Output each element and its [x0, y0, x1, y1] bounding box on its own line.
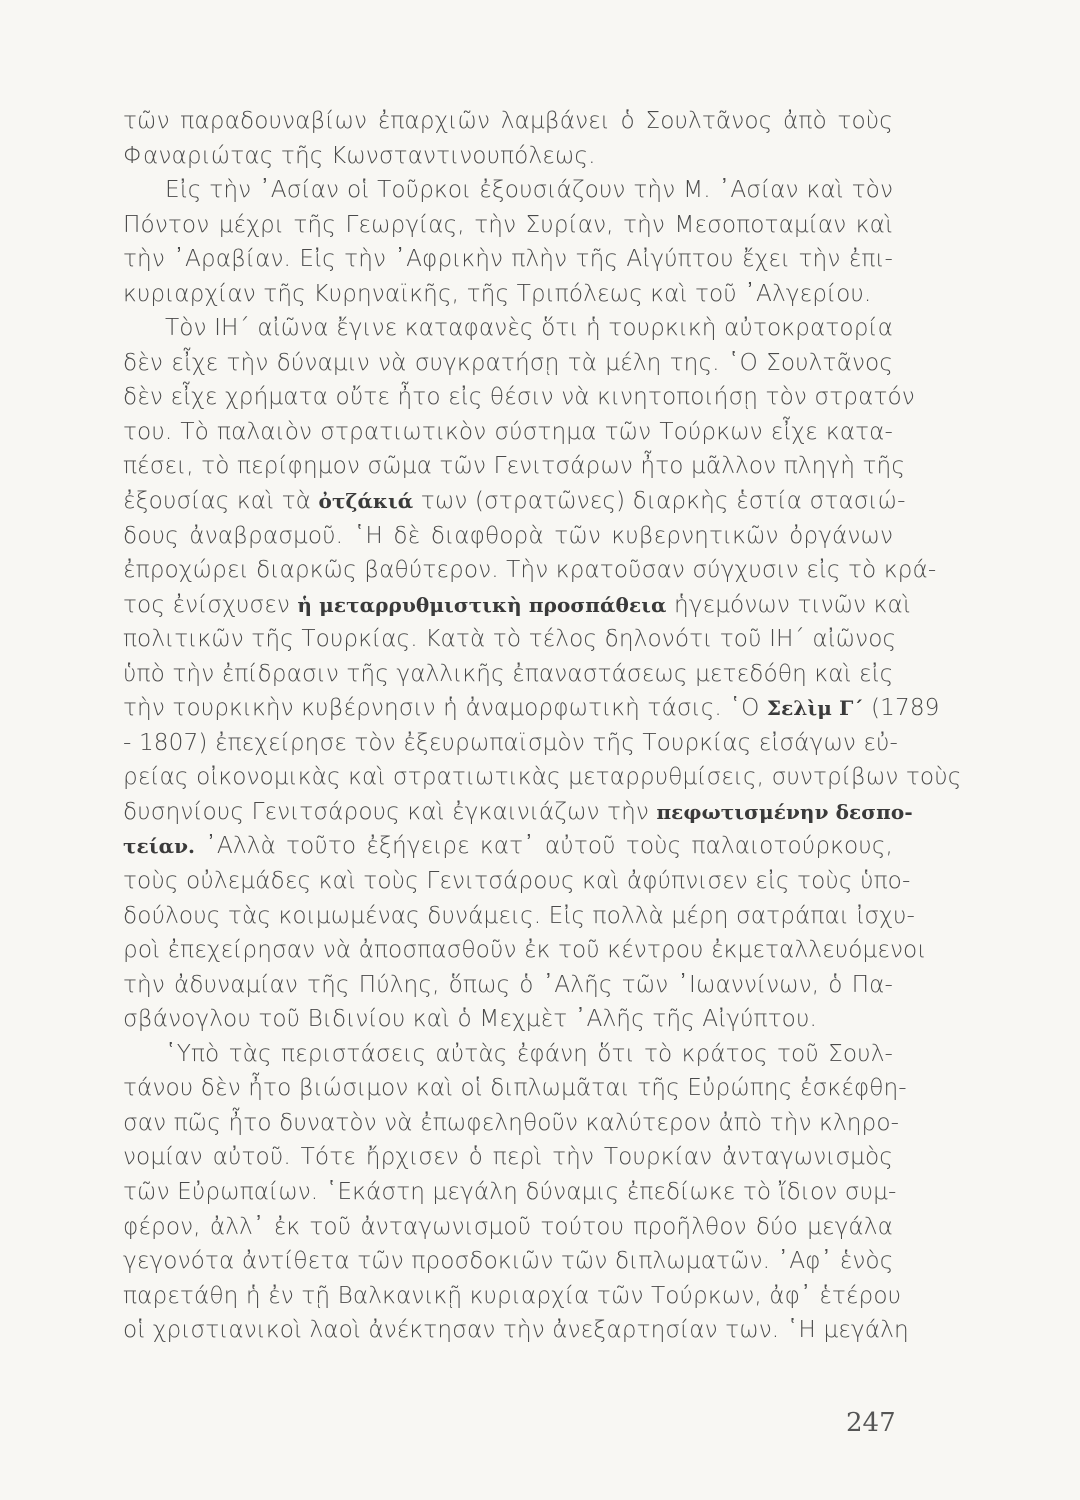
text-segment: τὴν ἀδυναμίαν τῆς Πύλης, ὅπως ὁ ᾿Αλῆς τῶν ᾿Ιωαννίνων, ὁ Πα- — [123, 970, 893, 998]
bold-term: ἡ μεταρρυθμιστικὴ προσπάθεια — [297, 592, 667, 617]
text-segment: παρετάθη ἡ ἐν τῇ Βαλκανικῇ κυριαρχία τῶν Τούρκων, ἀφ᾿ ἑτέρου — [123, 1281, 902, 1309]
text-segment: Φαναριώτας τῆς Κωνσταντινουπόλεως. — [123, 141, 596, 169]
text-segment: σαν πῶς ἦτο δυνατὸν νὰ ἐπωφεληθοῦν καλύτερον ἀπὸ τὴν κληρο- — [123, 1108, 900, 1136]
text-line — [123, 760, 962, 795]
text-segment: τῶν παραδουναβίων ἐπαρχιῶν λαμβάνει ὁ Σουλτᾶνος ἀπὸ τοὺς — [123, 107, 893, 134]
text-segment: ᾿Αλλὰ τοῦτο ἐξήγειρε κατ᾿ αὐτοῦ τοὺς παλαιοτούρκους, — [195, 832, 893, 860]
text-line — [123, 311, 893, 346]
text-line — [123, 1106, 900, 1141]
text-segment: - 1807) ἐπεχείρησε τὸν ἐξευρωπαϊσμὸν τῆς Τουρκίας εἰσάγων εὐ- — [123, 728, 899, 756]
text-line — [123, 208, 893, 243]
text-line — [123, 657, 893, 692]
text-line — [123, 1037, 893, 1072]
text-line — [123, 519, 893, 554]
text-segment: ὑπὸ τὴν ἐπίδρασιν τῆς γαλλικῆς ἐπαναστάσεως μετεδόθη καὶ εἰς — [123, 659, 894, 687]
text-segment: τος ἐνίσχυσεν — [123, 590, 298, 618]
text-segment: πέσει, τὸ περίφημον σῶμα τῶν Γενιτσάρων ἦτο μᾶλλον πληγὴ τῆς — [123, 452, 906, 480]
text-segment: ρείας οἰκονομικὰς καὶ στρατιωτικὰς μεταρρυθμίσεις, συντρίβων τοὺς — [123, 763, 962, 791]
text-segment: δυσηνίους Γενιτσάρους καὶ ἐγκαινιάζων τὴν — [123, 797, 657, 825]
text-line — [123, 622, 897, 657]
text-line — [123, 449, 906, 484]
text-segment: Τὸν ΙΗ΄ αἰῶνα ἔγινε καταφανὲς ὅτι ἡ τουρκικὴ αὐτοκρατορία — [165, 314, 893, 342]
text-line — [123, 1071, 907, 1106]
text-segment: τὴν τουρκικὴν κυβέρνησιν ἡ ἀναμορφωτικὴ τάσις. ῾Ο — [123, 694, 767, 722]
text-line — [123, 277, 893, 312]
text-line — [123, 1244, 893, 1279]
text-segment: ροὶ ἐπεχείρησαν νὰ ἀποσπασθοῦν ἐκ τοῦ κέντρου ἐκμεταλλευόμενοι — [123, 936, 927, 964]
text-line — [123, 933, 927, 968]
bold-term: πεφωτισμένην δεσπο- — [656, 799, 913, 824]
text-line — [123, 864, 911, 899]
text-line — [123, 968, 893, 1003]
text-segment: ῾Υπὸ τὰς περιστάσεις αὐτὰς ἐφάνη ὅτι τὸ κράτος τοῦ Σουλ- — [165, 1039, 893, 1067]
text-segment: ἐπροχώρει διαρκῶς βαθύτερον. Τὴν κρατοῦσαν σύγχυσιν εἰς τὸ κρά- — [123, 556, 937, 584]
text-segment: οἱ χριστιανικοὶ λαοὶ ἀνέκτησαν τὴν ἀνεξαρτησίαν των. ῾Η μεγάλη — [123, 1316, 909, 1344]
text-line — [123, 726, 899, 761]
text-line — [123, 1140, 893, 1175]
text-segment: πολιτικῶν τῆς Τουρκίας. Κατὰ τὸ τέλος δηλονότι τοῦ ΙΗ΄ αἰῶνος — [123, 625, 897, 653]
text-segment: φέρον, ἀλλ᾿ ἐκ τοῦ ἀνταγωνισμοῦ τούτου προῆλθον δύο μεγάλα — [123, 1212, 893, 1240]
text-line — [123, 829, 893, 864]
text-line — [123, 1210, 893, 1245]
text-segment: σβάνογλου τοῦ Βιδινίου καὶ ὁ Μεχμὲτ ᾿Αλῆς τῆς Αἰγύπτου. — [123, 1005, 817, 1033]
text-segment: ἡγεμόνων τινῶν καὶ — [666, 590, 911, 618]
text-line — [123, 380, 915, 415]
text-line — [123, 104, 893, 139]
text-line — [123, 346, 893, 381]
text-segment: τῶν Εὐρωπαίων. ῾Εκάστη μεγάλη δύναμις ἐπεδίωκε τὸ ἴδιον συμ- — [123, 1177, 897, 1205]
bold-term: Σελὶμ Γ΄ — [766, 696, 864, 721]
text-segment: νομίαν αὐτοῦ. Τότε ἤρχισεν ὁ περὶ τὴν Τουρκίαν ἀνταγωνισμὸς — [123, 1143, 893, 1171]
bold-term: τείαν. — [123, 834, 196, 859]
text-segment: κυριαρχίαν τῆς Κυρηναϊκῆς, τῆς Τριπόλεως καὶ τοῦ ᾿Αλγερίου. — [123, 279, 872, 307]
text-segment: Πόντον μέχρι τῆς Γεωργίας, τὴν Συρίαν, τὴν Μεσοποταμίαν καὶ — [123, 210, 893, 238]
text-segment: του. Τὸ παλαιὸν στρατιωτικὸν σύστημα τῶν Τούρκων εἶχε κατα- — [123, 417, 893, 445]
bold-term: ὀτζάκιά — [318, 489, 414, 514]
text-line — [123, 1175, 897, 1210]
text-segment: τὴν ᾿Αραβίαν. Εἰς τὴν ᾿Αφρικὴν πλὴν τῆς Αἰγύπτου ἔχει τὴν ἐπι- — [123, 245, 893, 273]
text-segment: δους ἀναβρασμοῦ. ῾Η δὲ διαφθορὰ τῶν κυβερνητικῶν ὀργάνων — [123, 521, 893, 549]
text-line — [123, 139, 893, 174]
text-segment: των (στρατῶνες) διαρκὴς ἑστία στασιώ- — [413, 487, 906, 515]
text-line — [123, 173, 893, 208]
text-segment: δὲν εἶχε χρήματα οὔτε ἦτο εἰς θέσιν νὰ κινητοποιήσῃ τὸν στρατόν — [123, 383, 915, 411]
text-line — [123, 588, 911, 623]
text-segment: τάνου δὲν ἦτο βιώσιμον καὶ οἱ διπλωμᾶται τῆς Εὐρώπης ἐσκέφθη- — [123, 1074, 907, 1102]
text-line — [123, 484, 906, 519]
text-line — [123, 415, 893, 450]
text-line — [123, 899, 915, 934]
body-text — [123, 104, 962, 1348]
page-number: 247 — [846, 1408, 896, 1438]
text-line — [123, 1002, 893, 1037]
text-segment: δούλους τὰς κοιμωμένας δυνάμεις. Εἰς πολλὰ μέρη σατράπαι ἰσχυ- — [123, 901, 915, 929]
text-segment: ἐξουσίας καὶ τὰ — [123, 487, 319, 515]
text-line — [123, 795, 913, 830]
text-line — [123, 691, 940, 726]
text-line — [123, 1279, 902, 1314]
text-segment: (1789 — [863, 694, 940, 722]
text-line — [123, 1313, 909, 1348]
text-line — [123, 553, 937, 588]
text-segment: γεγονότα ἀντίθετα τῶν προσδοκιῶν τῶν διπλωματῶν. ᾿Αφ᾿ ἑνὸς — [123, 1247, 894, 1275]
text-segment: τοὺς οὐλεμάδες καὶ τοὺς Γενιτσάρους καὶ ἀφύπνισεν εἰς τοὺς ὑπο- — [123, 867, 911, 895]
text-line — [123, 242, 893, 277]
text-segment: Εἰς τὴν ᾿Ασίαν οἱ Τοῦρκοι ἐξουσιάζουν τὴν Μ. ᾿Ασίαν καὶ τὸν — [165, 176, 893, 204]
text-segment: δὲν εἶχε τὴν δύναμιν νὰ συγκρατήσῃ τὰ μέλη της. ῾Ο Σουλτᾶνος — [123, 348, 893, 376]
